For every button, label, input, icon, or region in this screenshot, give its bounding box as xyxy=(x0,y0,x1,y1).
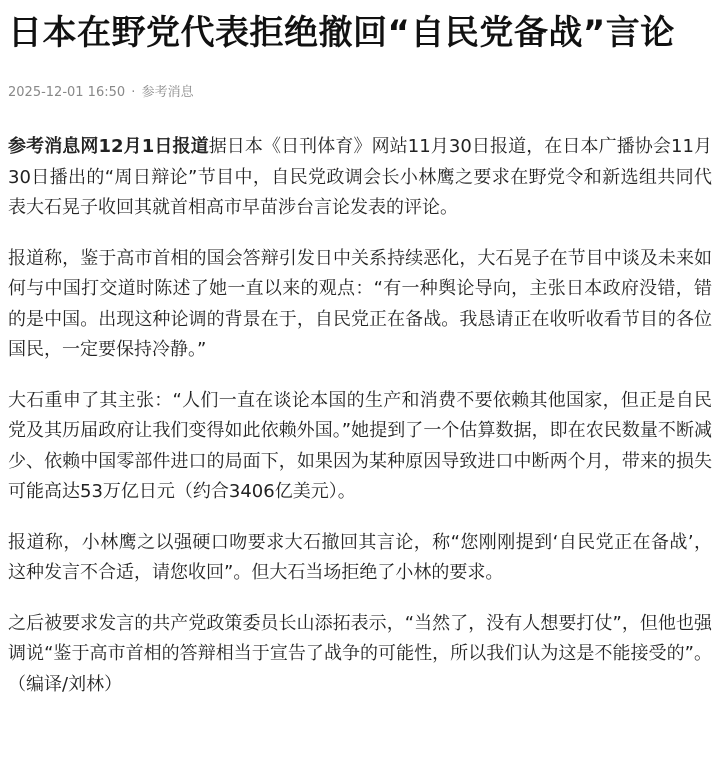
article-title: 日本在野党代表拒绝撤回“自民党备战”言论 xyxy=(8,13,675,53)
paragraph-5 xyxy=(8,609,712,701)
article-source: 参考消息 xyxy=(141,85,194,100)
paragraph-text: 大石重申了其主张：“人们一直在谈论本国的生产和消费不要依赖其他国家，但正是自民党及其历届政府让我们变得如此依赖外国。”她提到了一个估算数据，即在农民数量不断减少、依赖中国零部件进口的局面下，如果因为某种原因导致进口中断两个月，带来的损失可能高达53万亿日元（约合3406亿美元）。 xyxy=(8,389,712,502)
meta-separator: · xyxy=(131,85,136,100)
paragraph-text: 报道称，小林鹰之以强硬口吻要求大石撤回其言论，称“您刚刚提到‘自民党正在备战’，这种发言不合适，请您收回”。但大石当场拒绝了小林的要求。 xyxy=(8,531,712,583)
paragraph-3 xyxy=(8,386,712,508)
article-meta xyxy=(8,84,712,102)
paragraph-4 xyxy=(8,528,712,589)
paragraph-2 xyxy=(8,244,712,366)
paragraph-1 xyxy=(8,132,712,224)
paragraph-text: 之后被要求发言的共产党政策委员长山添拓表示，“当然了，没有人想要打仗”，但他也强调说“鉴于高市首相的答辩相当于宣告了战争的可能性，所以我们认为这是不能接受的”。（编译/刘林） xyxy=(8,612,712,695)
dateline: 参考消息网12月1日报道 xyxy=(8,136,209,157)
publish-datetime: 2025-12-01 16:50 xyxy=(8,85,126,100)
paragraph-text: 报道称，鉴于高市首相的国会答辩引发日中关系持续恶化，大石晃子在节目中谈及未来如何与中国打交道时陈述了她一直以来的观点：“有一种舆论导向，主张日本政府没错，错的是中国。出现这种论调的背景在于，自民党正在备战。我恳请正在收听收看节目的各位国民，一定要保持冷静。” xyxy=(8,247,712,360)
paragraph-text: 据日本《日刊体育》网站11月30日报道，在日本广播协会11月30日播出的“周日辩论”节目中，自民党政调会长小林鹰之要求在野党令和新选组共同代表大石晃子收回其就首相高市早苗涉台言论发表的评论。 xyxy=(8,136,713,218)
article-body xyxy=(8,132,712,700)
